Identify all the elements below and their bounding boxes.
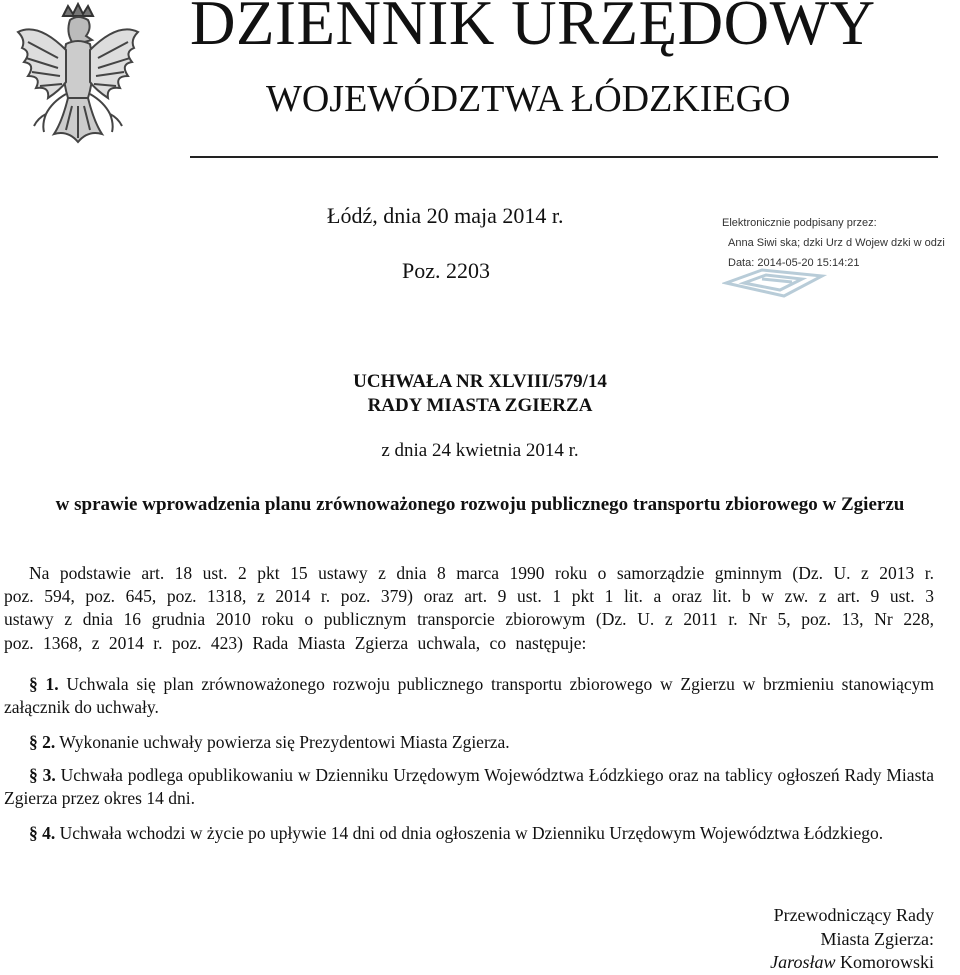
- header-divider: [190, 156, 938, 158]
- resolution-date: z dnia 24 kwietnia 2014 r.: [381, 440, 579, 461]
- signatory-block: [770, 904, 934, 975]
- electronic-signature: [722, 213, 945, 273]
- signature-stamp-icon: [722, 266, 832, 300]
- signatory-role-2: Miasta Zgierza:: [820, 928, 934, 949]
- section-4-mark: § 4.: [29, 823, 56, 843]
- signatory-role-1: Przewodniczący Rady: [773, 905, 934, 925]
- journal-title: DZIENNIK URZĘDOWY: [190, 0, 876, 58]
- signature-line-3: Data: 2014-05-20 15:14:21: [728, 257, 860, 269]
- signature-line-1: Elektronicznie podpisany przez:: [722, 217, 877, 229]
- section-1: [4, 673, 934, 719]
- section-2: [4, 731, 934, 754]
- signatory-first-name: Jarosław: [770, 952, 836, 972]
- section-3-text: Uchwała podlega opublikowaniu w Dzienniku Urzędowym Województwa Łódzkiego oraz na tablicy ogłoszeń Rady Miasta Zgierza przez okres 14 dni.: [4, 765, 935, 809]
- preamble-text: Na podstawie art. 18 ust. 2 pkt 15 ustawy z dnia 8 marca 1990 roku o samorządzie gminnym (Dz. U. z 2013 r. poz. 594, poz. 645, poz. 1318, z 2014 r. poz. 379) oraz art. 9 ust. 1 pkt 1 lit. a oraz lit. b w zw. z art. 9 ust. 3 ustawy z dnia 16 grudnia 2010 roku o publicznym transporcie zbiorowym (Dz. U. z 2011 r. Nr 5, poz. 13, Nr 228, poz. 1368, z 2014 r. poz. 423) Rada Miasta Zgierza uchwala, co następuje:: [4, 563, 934, 653]
- section-2-text: Wykonanie uchwały powierza się Prezydentowi Miasta Zgierza.: [55, 732, 510, 752]
- publication-place-date: Łódź, dnia 20 maja 2014 r.: [327, 203, 564, 228]
- preamble: [4, 562, 934, 655]
- resolution-title: [0, 370, 960, 418]
- section-1-text: Uchwala się plan zrównoważonego rozwoju publicznego transportu zbiorowego w Zgierzu w brzmieniu stanowiącym załącznik do uchwały.: [4, 674, 935, 718]
- section-4: [4, 822, 934, 845]
- signature-line-2: Anna Siwi ska; dzki Urz d Wojew dzki w odzi: [728, 237, 945, 249]
- section-3-mark: § 3.: [29, 765, 56, 785]
- resolution-subject: w sprawie wprowadzenia planu zrównoważonego rozwoju publicznego transportu zbiorowego w Zgierzu: [55, 494, 905, 515]
- resolution-number: UCHWAŁA NR XLVIII/579/14: [353, 371, 607, 392]
- section-1-mark: § 1.: [29, 674, 59, 694]
- section-2-mark: § 2.: [29, 732, 56, 752]
- section-3: [4, 764, 934, 810]
- signatory-last-name: Komorowski: [840, 952, 934, 972]
- publication-position: Poz. 2203: [402, 258, 490, 283]
- section-4-text: Uchwała wchodzi w życie po upływie 14 dni od dnia ogłoszenia w Dzienniku Urzędowym Województwa Łódzkiego.: [55, 823, 884, 843]
- journal-subtitle: WOJEWÓDZTWA ŁÓDZKIEGO: [266, 78, 791, 120]
- signatory-name: [770, 951, 934, 975]
- eagle-emblem-icon: [8, 2, 148, 162]
- resolution-council: RADY MIASTA ZGIERZA: [367, 395, 593, 416]
